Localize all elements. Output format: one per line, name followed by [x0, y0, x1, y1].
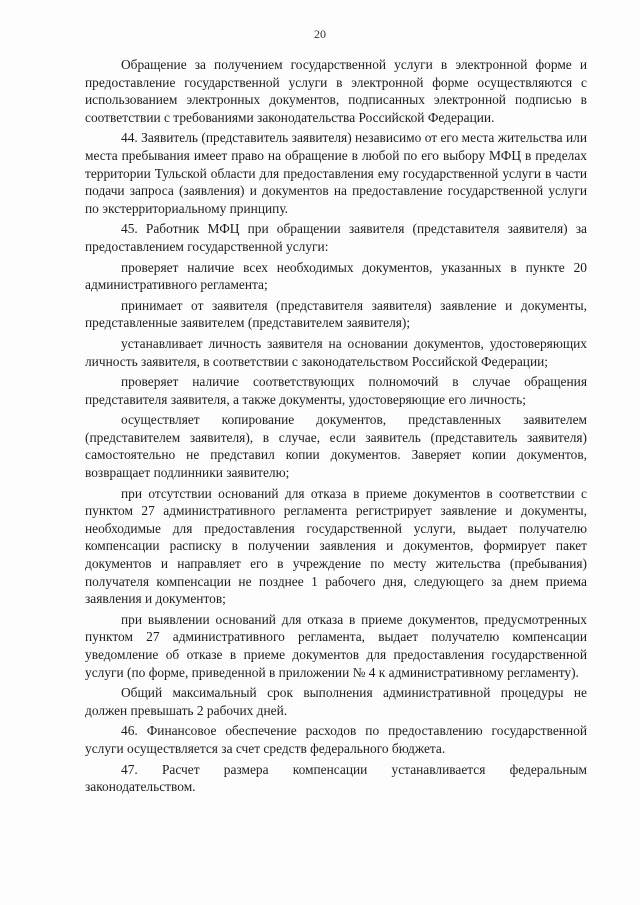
- paragraph-electronic-form: Обращение за получением государственной услуги в электронной форме и предоставление государственной услуги в электронной форме осуществляются с использованием электронных документов, подписанных электронной подписью в соответствии с требованиями законодательства Российской Федерации.: [85, 57, 587, 125]
- paragraph-45-register-application: при отсутствии оснований для отказа в приеме документов в соответствии с пунктом 27 административного регламента регистрирует заявление и документы, необходимые для предоставления государственной услуги, выдает получателю компенсации расписку в получении заявления и документов, формирует пакет документов и направляет его в учреждение по месту жительства (пребывания) получателя компенсации не позднее 1 рабочего дня, следующего за днем приема заявления и документов;: [85, 485, 587, 607]
- paragraph-45: 45. Работник МФЦ при обращении заявителя (представителя заявителя) за предоставлением государственной услуги:: [85, 221, 587, 254]
- paragraph-46: 46. Финансовое обеспечение расходов по предоставлению государственной услуги осуществляется за счет средств федерального бюджета.: [85, 723, 587, 756]
- paragraph-45-verify-identity: устанавливает личность заявителя на основании документов, удостоверяющих личность заявителя, в соответствии с законодательством Российской Федерации;: [85, 335, 587, 369]
- document-body: [85, 56, 587, 799]
- paragraph-44: 44. Заявитель (представитель заявителя) независимо от его места жительства или места пребывания имеет право на обращение в любой по его выбору МФЦ в пределах территории Тульской области для предоставления ему государственной услуги в части подачи запроса (заявления) и документов на предоставление государственной услуги по экстерриториальному принципу.: [85, 130, 587, 216]
- paragraph-45-copy-documents: осуществляет копирование документов, представленных заявителем (представителем заявителя), в случае, если заявитель (представитель заявителя) самостоятельно не представил копии документов. Заверяет копии документов, возвращает подлинники заявителю;: [85, 412, 587, 481]
- paragraph-45-check-authority: проверяет наличие соответствующих полномочий в случае обращения представителя заявителя, а также документы, удостоверяющие его личность;: [85, 374, 587, 407]
- paragraph-45-refusal-notice: при выявлении оснований для отказа в приеме документов, предусмотренных пунктом 27 административного регламента, выдает получателю компенсации уведомление об отказе в приеме документов для предоставления государственной услуги (по форме, приведенной в приложении № 4 к административному регламенту).: [85, 611, 587, 680]
- paragraph-45-accept-application: принимает от заявителя (представителя заявителя) заявление и документы, представленные заявителем (представителем заявителя);: [85, 297, 587, 331]
- paragraph-45-check-documents: проверяет наличие всех необходимых документов, указанных в пункте 20 административного регламента;: [85, 259, 587, 293]
- paragraph-max-term: Общий максимальный срок выполнения административной процедуры не должен превышать 2 рабочих дней.: [85, 685, 587, 718]
- paragraph-47: 47. Расчет размера компенсации устанавливается федеральным законодательством.: [85, 761, 587, 795]
- page-number: 20: [314, 27, 326, 41]
